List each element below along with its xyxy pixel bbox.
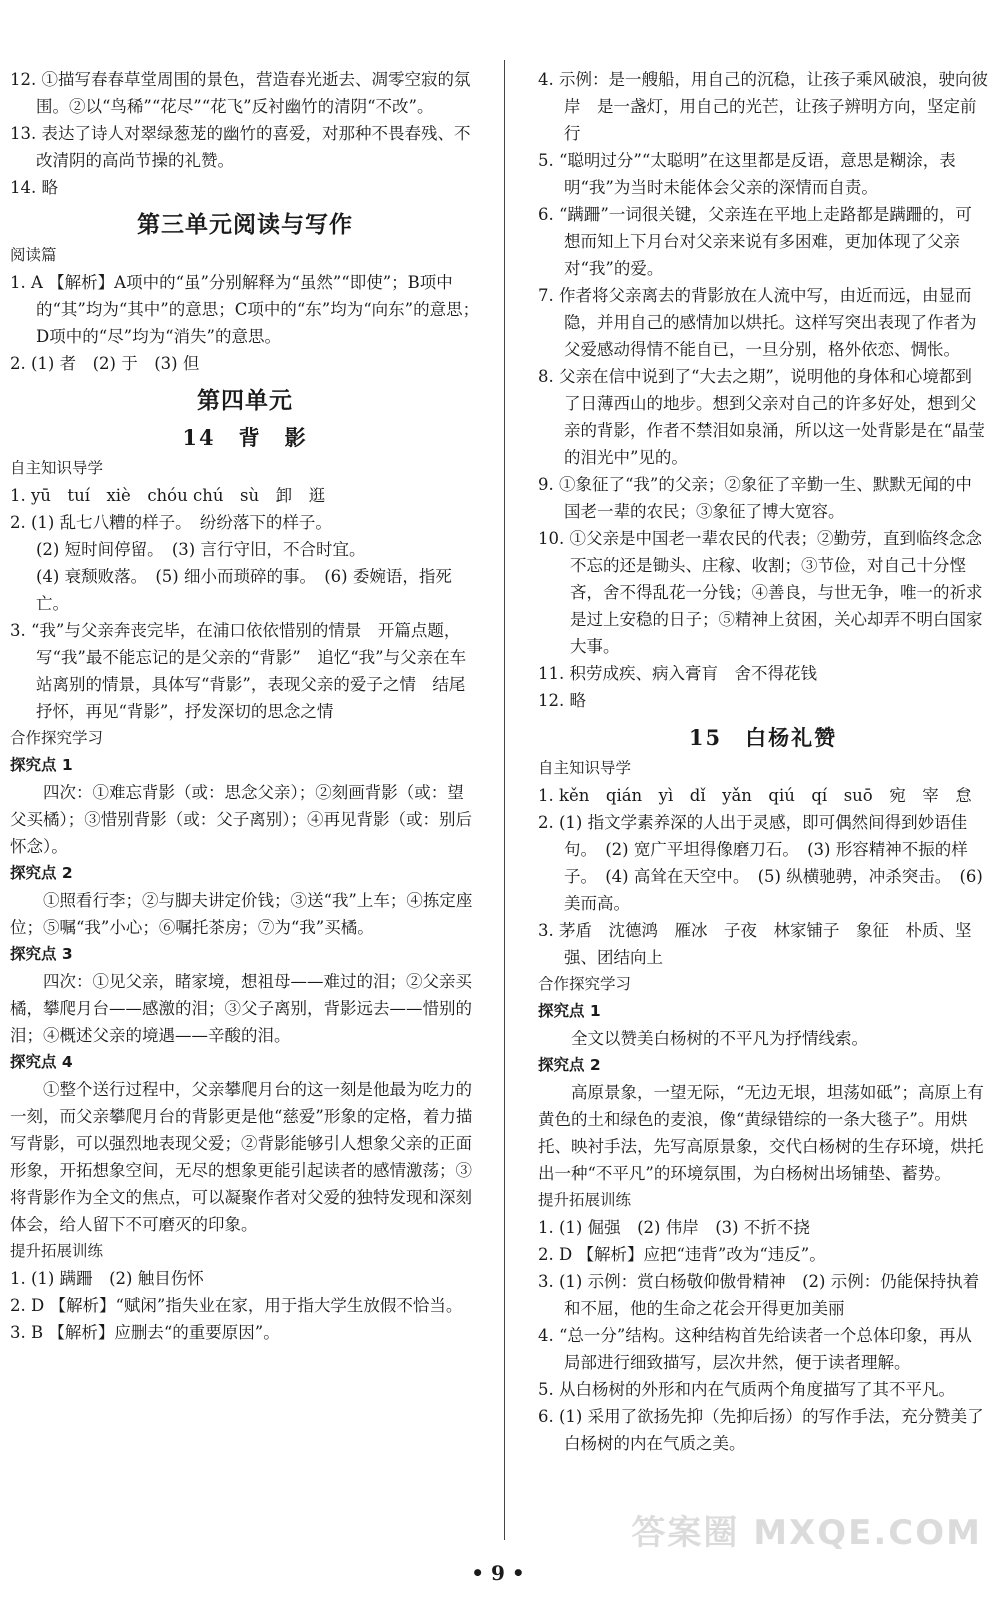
answer-paragraph: 四次：①难忘背影（或：思念父亲）；②刻画背影（或：望父买橘）；③惜别背影（或：父子离别）；④再见背影（或：别后怀念）。 [10,783,472,856]
section-heading: 自主知识导学 [10,459,104,477]
answer-subitem: (2) 短时间停留。 (3) 言行守旧，不合时宜。 [36,540,366,559]
answer-item: 1. kěn qián yì dǐ yǎn qiú qí suō 宛 宰 怠 [538,786,972,805]
page-number: • 9 • [471,1561,525,1585]
answer-item: 11. 积劳成疾、病入膏肓 舍不得花钱 [538,664,817,683]
answer-item: 14. 略 [10,178,58,197]
answer-item: 1. yū tuí xiè chóu chú sù 卸 逛 [10,486,326,505]
section-heading: 提升拓展训练 [10,1242,104,1260]
exploration-point: 探究点 2 [538,1056,601,1074]
answer-subitem: (4) 衰颓败落。 (5) 细小而琐碎的事。 (6) 委婉语，指死亡。 [36,567,452,613]
left-column [10,66,480,1346]
answer-item: 8. 父亲在信中说到了“大去之期”，说明他的身体和心境都到了日薄西山的地步。想到父亲对自己的许多好处，想到父亲的背影，作者不禁泪如泉涌，所以这一处背影是在“晶莹的泪光中”见的。 [538,367,985,467]
answer-item: 3. B 【解析】应删去“的重要原因”。 [10,1323,280,1342]
answer-item: 3. “我”与父亲奔丧完毕，在浦口依依惜别的情景 开篇点题，写“我”最不能忘记的是父亲的“背影” 追忆“我”与父亲在车站离别的情景，具体写“背影”，表现父亲的爱子之情 结尾抒怀，再见“背影”，抒发深切的思念之情 [10,621,467,721]
answer-item: 13. 表达了诗人对翠绿葱茏的幽竹的喜爱，对那种不畏春残、不改清阴的高尚节操的礼赞。 [10,124,471,170]
watermark-logo: 答案圈 MXQE.COM [631,1513,982,1553]
exploration-point: 探究点 4 [10,1053,73,1071]
answer-paragraph: ①照看行李；②与脚夫讲定价钱；③送“我”上车；④拣定座位；⑤嘱“我”小心；⑥嘱托茶房；⑦为“我”买橘。 [10,891,473,937]
lesson-title: 14 背 影 [182,425,308,450]
answer-paragraph: ①整个送行过程中，父亲攀爬月台的这一刻是他最为吃力的一刻，而父亲攀爬月台的背影更是他“慈爱”形象的定格，着力描写背影，可以强烈地表现父爱；②背影能够引人想象父亲的正面形象，开拓想象空间，无尽的想象更能引起读者的感情激荡；③将背影作为全文的焦点，可以凝聚作者对父爱的独特发现和深刻体会，给人留下不可磨灭的印象。 [10,1080,473,1234]
unit-title: 第四单元 [197,387,293,414]
answer-item: 6. “蹒跚”一词很关键，父亲连在平地上走路都是蹒跚的，可想而知上下月台对父亲来说有多困难，更加体现了父亲对“我”的爱。 [538,205,972,278]
answer-item: 3. (1) 示例：赏白杨敬仰傲骨精神 (2) 示例：仍能保持执着和不屈，他的生命之花会开得更加美丽 [538,1272,980,1318]
exploration-point: 探究点 2 [10,864,73,882]
answer-item: 1. (1) 倔强 (2) 伟岸 (3) 不折不挠 [538,1218,810,1237]
answer-item: 2. D 【解析】“赋闲”指失业在家，用于指大学生放假不恰当。 [10,1296,463,1315]
answer-item: 4. 示例：是一艘船，用自己的沉稳，让孩子乘风破浪，驶向彼岸 是一盏灯，用自己的光芒，让孩子辨明方向，坚定前行 [538,70,988,143]
section-heading: 合作探究学习 [10,729,104,747]
answer-item: 2. (1) 指文学素养深的人出于灵感，即可偶然间得到妙语佳句。 (2) 宽广平坦得像磨刀石。 (3) 形容精神不振的样子。 (4) 高耸在天空中。 (5) 纵横驰骋，冲杀突击。 (6) 美而高。 [538,813,983,913]
section-heading: 阅读篇 [10,246,57,264]
answer-item: 9. ①象征了“我”的父亲；②象征了辛勤一生、默默无闻的中国老一辈的农民；③象征了博大宽容。 [538,475,972,521]
answer-item: 12. ①描写春春草堂周围的景色，营造春光逝去、凋零空寂的氛围。②以“鸟稀”“花尽”“花飞”反衬幽竹的清阴“不改”。 [10,70,471,116]
answer-item: 3. 茅盾 沈德鸿 雁冰 子夜 林家铺子 象征 朴质、坚强、团结向上 [538,921,972,967]
exploration-point: 探究点 1 [10,756,73,774]
section-heading: 合作探究学习 [538,975,632,993]
answer-item: 4. “总一分”结构。这种结构首先给读者一个总体印象，再从局部进行细致描写，层次井然，便于读者理解。 [538,1326,972,1372]
answer-item: 5. 从白杨树的外形和内在气质两个角度描写了其不平凡。 [538,1380,955,1399]
exploration-point: 探究点 1 [538,1002,601,1020]
answer-paragraph: 高原景象，一望无际，“无边无垠，坦荡如砥”；高原上有黄色的土和绿色的麦浪，像“黄绿错综的一条大毯子”。用烘托、映衬手法，先写高原景象，交代白杨树的生存环境，烘托出一种“不平凡”的环境氛围，为白杨树出场铺垫、蓄势。 [538,1083,984,1183]
answer-item: 10. ①父亲是中国老一辈农民的代表；②勤劳，直到临终念念不忘的还是锄头、庄稼、收割；③节俭，对自己十分悭吝，舍不得乱花一分钱；④善良，与世无争，唯一的祈求是过上安稳的日子；⑤精神上贫困，关心却弄不明白国家大事。 [538,529,983,656]
answer-item: 6. (1) 采用了欲扬先抑（先抑后扬）的写作手法，充分赞美了白杨树的内在气质之美。 [538,1407,984,1453]
section-heading: 自主知识导学 [538,759,632,777]
answer-item: 5. “聪明过分”“太聪明”在这里都是反语，意思是糊涂，表明“我”为当时未能体会父亲的深情而自责。 [538,151,956,197]
lesson-title: 15 白杨礼赞 [688,725,838,750]
answer-item: 1. A 【解析】A项中的“虽”分别解释为“虽然”“即使”；B项中的“其”均为“其中”的意思；C项中的“东”均为“向东”的意思；D项中的“尽”均为“消失”的意思。 [10,273,480,346]
right-column [538,66,988,1457]
exploration-point: 探究点 3 [10,945,73,963]
answer-paragraph: 全文以赞美白杨树的不平凡为抒情线索。 [571,1029,868,1048]
column-divider [504,60,505,1540]
unit-title: 第三单元阅读与写作 [137,211,353,238]
answer-item: 2. (1) 者 (2) 于 (3) 但 [10,354,200,373]
answer-item: 2. D 【解析】应把“违背”改为“违反”。 [538,1245,826,1264]
answer-item: 7. 作者将父亲离去的背影放在人流中写，由近而远，由显而隐，并用自己的感情加以烘托。这样写突出表现了作者为父爱感动得情不能自已，一旦分别，格外依恋、惆怅。 [538,286,977,359]
answer-item: 2. (1) 乱七八糟的样子。 纷纷落下的样子。 [10,513,332,532]
answer-paragraph: 四次：①见父亲，睹家境，想祖母——难过的泪；②父亲买橘，攀爬月台——感激的泪；③父子离别，背影远去——惜别的泪；④概述父亲的境遇——辛酸的泪。 [10,972,472,1045]
section-heading: 提升拓展训练 [538,1191,632,1209]
answer-item: 12. 略 [538,691,586,710]
answer-item: 1. (1) 蹒跚 (2) 触目伤怀 [10,1269,204,1288]
